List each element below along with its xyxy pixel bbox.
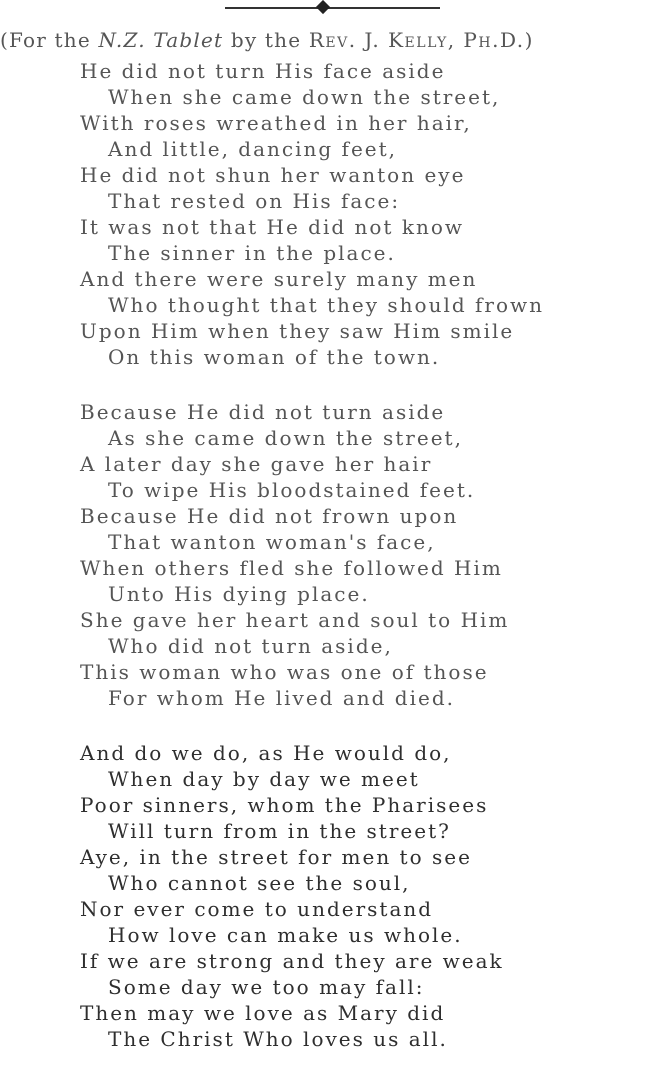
- stanza-2: [80, 399, 640, 711]
- header-ornament: [225, 0, 440, 16]
- poem-line: The Christ Who loves us all.: [108, 1027, 448, 1051]
- poem-line: It was not that He did not know: [80, 215, 464, 239]
- diamond-icon: [316, 0, 330, 14]
- poem-line: That rested on His face:: [108, 189, 401, 213]
- poem-line: Upon Him when they saw Him smile: [80, 319, 515, 343]
- poem-line: Because He did not frown upon: [80, 504, 459, 528]
- poem-line: To wipe His bloodstained feet.: [108, 478, 476, 502]
- stanza-1: [80, 58, 640, 370]
- poem-line: Who thought that they should frown: [108, 293, 545, 317]
- poem-line: A later day she gave her hair: [80, 452, 433, 476]
- poem-line: Who cannot see the soul,: [108, 871, 411, 895]
- stanza-3: [80, 740, 640, 1052]
- poem-line: For whom He lived and died.: [108, 686, 455, 710]
- poem-line: With roses wreathed in her hair,: [80, 111, 472, 135]
- poem-line: Who did not turn aside,: [108, 634, 393, 658]
- poem-line: And little, dancing feet,: [108, 137, 398, 161]
- poem-line: Poor sinners, whom the Pharisees: [80, 793, 489, 817]
- byline-journal: N.Z. Tablet: [98, 28, 224, 52]
- poem-line: How love can make us whole.: [108, 923, 463, 947]
- poem-line: This woman who was one of those: [80, 660, 489, 684]
- poem-line: When others fled she followed Him: [80, 556, 503, 580]
- byline-by: by the: [223, 28, 309, 52]
- poem-line: And there were surely many men: [80, 267, 478, 291]
- poem-line: Because He did not turn aside: [80, 400, 446, 424]
- poem-line: Nor ever come to understand: [80, 897, 434, 921]
- byline: [0, 28, 665, 52]
- poem-line: She gave her heart and soul to Him: [80, 608, 510, 632]
- poem-line: He did not shun her wanton eye: [80, 163, 466, 187]
- poem-line: When she came down the street,: [108, 85, 501, 109]
- poem-line: The sinner in the place.: [108, 241, 396, 265]
- poem-line: Unto His dying place.: [108, 582, 370, 606]
- byline-author: Rev. J. Kelly, Ph.D.): [308, 28, 534, 52]
- poem-line: As she came down the street,: [108, 426, 463, 450]
- poem-line: If we are strong and they are weak: [80, 949, 504, 973]
- poem-line: On this woman of the town.: [108, 345, 441, 369]
- poem: [80, 58, 640, 1081]
- poem-line: He did not turn His face aside: [80, 59, 446, 83]
- poem-line: That wanton woman's face,: [108, 530, 436, 554]
- poem-line: Then may we love as Mary did: [80, 1001, 446, 1025]
- poem-line: Aye, in the street for men to see: [80, 845, 472, 869]
- ornament-rule: [225, 7, 440, 9]
- poem-line: Will turn from in the street?: [108, 819, 451, 843]
- poem-line: And do we do, as He would do,: [80, 741, 452, 765]
- poem-line: Some day we too may fall:: [108, 975, 425, 999]
- byline-open: (For the: [0, 28, 99, 52]
- poem-line: When day by day we meet: [108, 767, 420, 791]
